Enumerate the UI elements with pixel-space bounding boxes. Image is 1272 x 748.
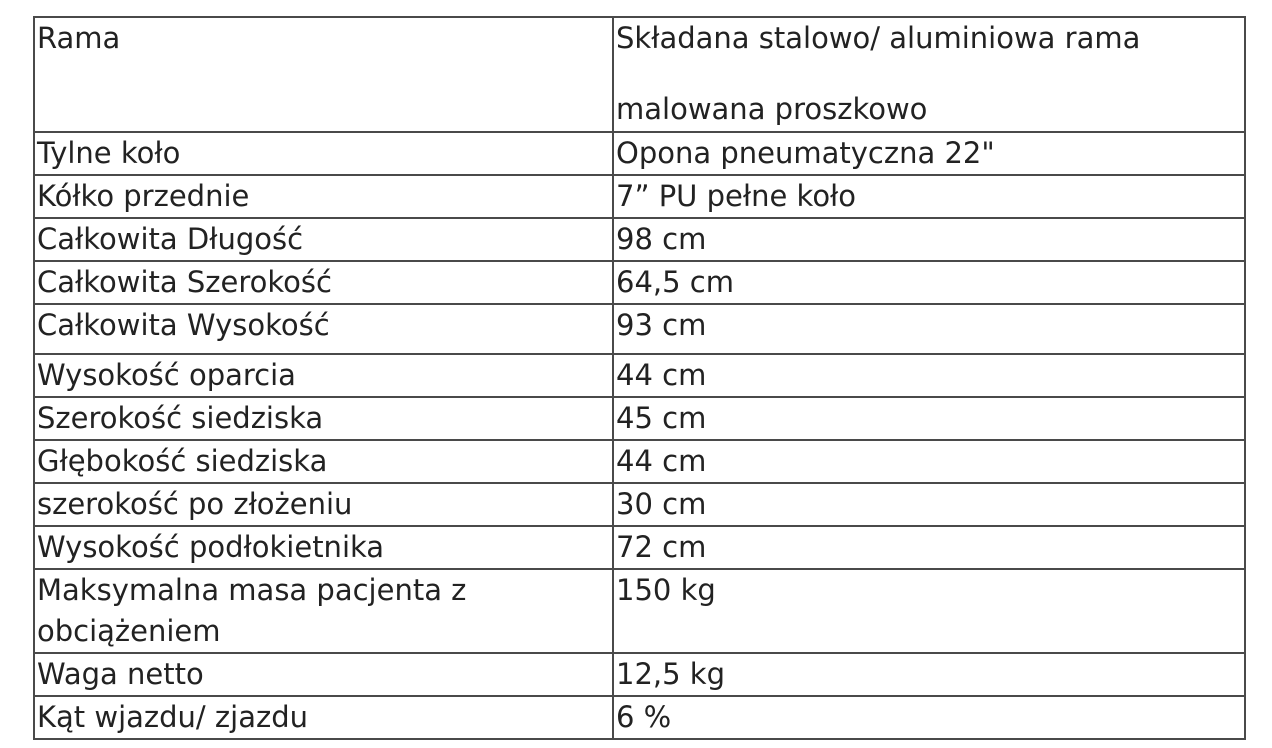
spec-value: 45 cm: [613, 397, 1245, 440]
table-row: [34, 354, 1245, 397]
spec-label: Kółko przednie: [34, 175, 613, 218]
table-row: [34, 526, 1245, 569]
spec-label: Wysokość podłokietnika: [34, 526, 613, 569]
table-row: [34, 440, 1245, 483]
spec-value-line: malowana proszkowo: [616, 92, 928, 126]
spec-label: Całkowita Wysokość: [34, 304, 613, 354]
table-row: [34, 304, 1245, 354]
spec-value: 7” PU pełne koło: [613, 175, 1245, 218]
spec-value: 44 cm: [613, 440, 1245, 483]
spec-label: Maksymalna masa pacjenta z obciążeniem: [34, 569, 613, 653]
spec-value-line: Składana stalowo/ aluminiowa rama: [616, 21, 1141, 55]
table-row: [34, 569, 1245, 653]
spec-value: 30 cm: [613, 483, 1245, 526]
table-row: [34, 17, 1245, 132]
spec-value: 6 %: [613, 696, 1245, 739]
table-row: [34, 483, 1245, 526]
spec-label: szerokość po złożeniu: [34, 483, 613, 526]
spec-label: Tylne koło: [34, 132, 613, 175]
spec-label: Rama: [34, 17, 613, 132]
specification-table: [33, 16, 1246, 740]
table-row: [34, 653, 1245, 696]
table-row: [34, 397, 1245, 440]
spec-value: 44 cm: [613, 354, 1245, 397]
table-row: [34, 696, 1245, 739]
spec-value: 150 kg: [613, 569, 1245, 653]
spec-value: Opona pneumatyczna 22": [613, 132, 1245, 175]
spec-label: Całkowita Długość: [34, 218, 613, 261]
spec-label: Szerokość siedziska: [34, 397, 613, 440]
table-row: [34, 218, 1245, 261]
table-row: [34, 175, 1245, 218]
spec-label: Waga netto: [34, 653, 613, 696]
spec-label: Głębokość siedziska: [34, 440, 613, 483]
specification-table-body: [34, 17, 1245, 739]
spec-value: [613, 17, 1245, 132]
spec-value: 93 cm: [613, 304, 1245, 354]
table-row: [34, 132, 1245, 175]
spec-value: 64,5 cm: [613, 261, 1245, 304]
spec-value: 98 cm: [613, 218, 1245, 261]
spec-label: Wysokość oparcia: [34, 354, 613, 397]
table-row: [34, 261, 1245, 304]
spec-label: Całkowita Szerokość: [34, 261, 613, 304]
spec-label: Kąt wjazdu/ zjazdu: [34, 696, 613, 739]
spec-value: 12,5 kg: [613, 653, 1245, 696]
spec-value: 72 cm: [613, 526, 1245, 569]
